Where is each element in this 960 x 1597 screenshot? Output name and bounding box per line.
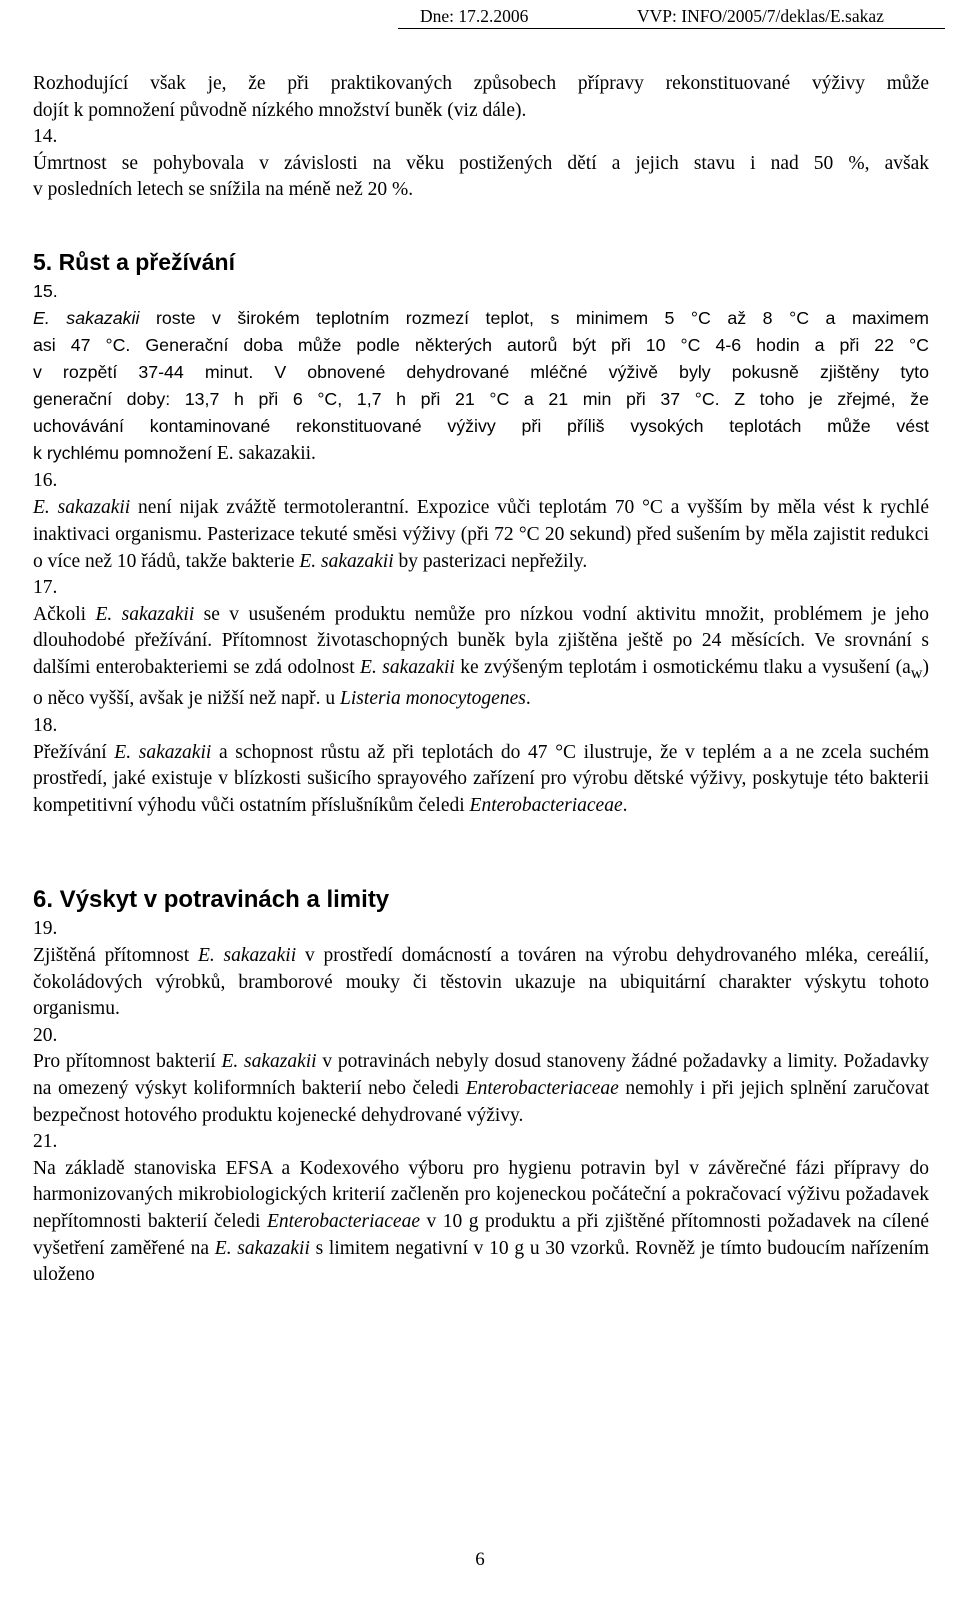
p20-text-a: Pro přítomnost bakterií [33,1051,222,1073]
species-name: E. sakazakii [360,656,455,678]
section-heading-6: 6. Výskyt v potravinách a limity [33,886,390,914]
p16-text-b: by pasterizaci nepřežily. [393,551,588,573]
p21-text [33,1156,929,1289]
p15-line-1-text: roste v širokém teplotním rozmezí teplot, s minimem 5 °C až 8 °C a maximem [139,307,929,328]
species-name: E. sakazakii [197,944,297,966]
document-body [33,71,929,1289]
paragraph-19 [33,916,929,1022]
paragraph-number-15: 15. [33,280,58,301]
species-name: E. sakazakii [216,442,312,464]
intro-line-1: Rozhodující však je, že při praktikovaných způsobech přípravy rekonstituované výživy může [33,73,929,94]
p20-text-b: v potravinách nebyly dosud stanoveny žádné požadavky a limity. Požadavky na omezený výskyt koliformních bakterií nebo čeledi [33,1051,930,1099]
family-name: Enterobacteriaceae [465,1077,619,1099]
paragraph-number-18: 18. [33,715,58,737]
paragraph-number-21: 21. [33,1131,58,1153]
paragraph-number-14: 14. [33,126,58,148]
p17-text-e: . [525,688,531,710]
p18-text [33,740,929,820]
p21-text-c: s limitem negativní v 10 g u 30 vzorků. Rovněž je tímto budoucím nařízením uloženo [33,1237,929,1286]
p17-text-c: ke zvýšeným teplotám i osmotickému tlaku a vysušení (a [454,656,911,678]
paragraph-number-17: 17. [33,577,58,599]
page-header [398,4,945,29]
p19-text-b: v prostředí domácností a továren na výrobu dehydrovaného mléka, cereálií, čokoládových výrobků, bramborové mouky či těstovin ukazuje na ubiquitární charakter výskytu tohoto organismu. [33,944,930,1020]
species-name: E. sakazakii [221,1051,317,1073]
intro-line-2: dojít k pomnožení původně nízkého množství buněk (viz dále). [33,99,527,121]
p15-line-6-end: . [311,442,316,464]
paragraph-number-20: 20. [33,1024,58,1046]
section-heading-5: 5. Růst a přežívání [33,248,235,275]
header-date: Dne: 17.2.2006 [420,6,529,26]
p14-line-1: Úmrtnost se pohybovala v závislosti na věku postižených dětí a jejich stavu i nad 50 %, avšak [33,152,929,174]
species-name: E. sakazakii [299,551,394,573]
paragraph-20 [33,1023,929,1129]
p19-text [33,943,929,1023]
p18-text-b: a schopnost růstu až při teplotách do 47 °C ilustruje, že v teplém a a ne zcela suchém prostředí, jaké existuje v blízkosti sušicího sprayového zařízení pro výrobu dětské výživy, poskytuje této bakterii kompetitivní výhodu vůči ostatním příslušníkům čeledi [33,741,930,816]
paragraph-17 [33,575,929,713]
p21-text-a: Na základě stanoviska EFSA a Kodexového výboru pro hygienu potravin byl v závěrečné fázi přípravy do harmonizovaných mikrobiologických kriterií začleněn pro kojeneckou počáteční a pokračovací výživu požadavek nepřítomnosti bakterií čeledi [33,1157,929,1232]
paragraph-number-19: 19. [33,918,58,940]
paragraph-21 [33,1129,929,1289]
p15-line-2: asi 47 °C. Generační doba může podle některých autorů být při 10 °C 4-6 hodin a při 22 °C [33,334,929,355]
paragraph-18 [33,713,929,819]
p18-text-c: . [622,794,628,816]
p14-line-2: v posledních letech se snížila na méně než 20 %. [33,179,414,201]
p16-text [33,494,929,575]
p18-text-a: Přežívání [33,741,115,763]
p15-line-3: v rozpětí 37-44 minut. V obnovené dehydrované mléčné výživě byly pokusně zjištěny tyto [33,361,929,382]
p15-line-4: generační doby: 13,7 h při 6 °C, 1,7 h při 21 °C a 21 min při 37 °C. Z toho je zřejmé, že [33,388,929,409]
paragraph-16 [33,467,929,575]
species-name: E. sakazakii [95,603,195,625]
water-activity-subscript: w [910,663,923,682]
paragraph-15 [33,278,929,467]
p17-text-b: se v usušeném produktu nemůže pro nízkou vodní aktivitu množit, problémem je jeho dlouhodobé přežívání. Přítomnost životaschopných buněk byla zjištěna ještě po 24 měsících. Ve srovnání s dalšími enterobakteriemi se zdá odolnost [33,603,929,678]
species-name: E. sakazakii [33,497,131,519]
family-name: Enterobacteriaceae [266,1210,420,1232]
p15-line-6-text: k rychlému pomnožení [33,442,217,463]
page-number: 6 [475,1549,485,1570]
p19-text-a: Zjištěná přítomnost [33,944,198,966]
p21-text-b: v 10 g produktu a při zjištěné přítomnosti požadavek na cílené vyšetření zaměřené na [33,1210,930,1259]
species-name: Listeria monocytogenes [340,688,526,710]
p20-text-c: nemohly i při jejich splnění zaručovat bezpečnost hotového produktu kojenecké dehydrované výživy. [33,1077,929,1126]
p15-line-5: uchovávání kontaminované rekonstituované výživy při příliš vysokých teplotách může vést [33,415,929,436]
p17-text [33,602,929,713]
p17-text-a: Ačkoli [33,603,96,625]
species-name: E. sakazakii [114,741,212,763]
species-name: E. sakazakii [214,1237,310,1259]
p15-line-1 [33,305,929,332]
species-name: E. sakazakii [33,307,140,328]
paragraph-number-16: 16. [33,470,58,492]
header-reference: VVP: INFO/2005/7/deklas/E.sakaz [637,6,884,26]
p15-line-6 [33,440,929,468]
p17-text-d: ) o něco vyšší, avšak je nižší než např. u [33,656,930,710]
p16-text-a: není nijak zvážtě termotolerantní. Expozice vůči teplotám 70 °C a vyšším by měla vést k rychlé inaktivaci organismu. Pasterizace tekuté směsi výživy (při 72 °C 20 sekund) před sušením by měla zajistit redukci o více než 10 řádů, takže bakterie [33,497,929,573]
p20-text [33,1049,929,1129]
family-name: Enterobacteriaceae [469,794,623,816]
